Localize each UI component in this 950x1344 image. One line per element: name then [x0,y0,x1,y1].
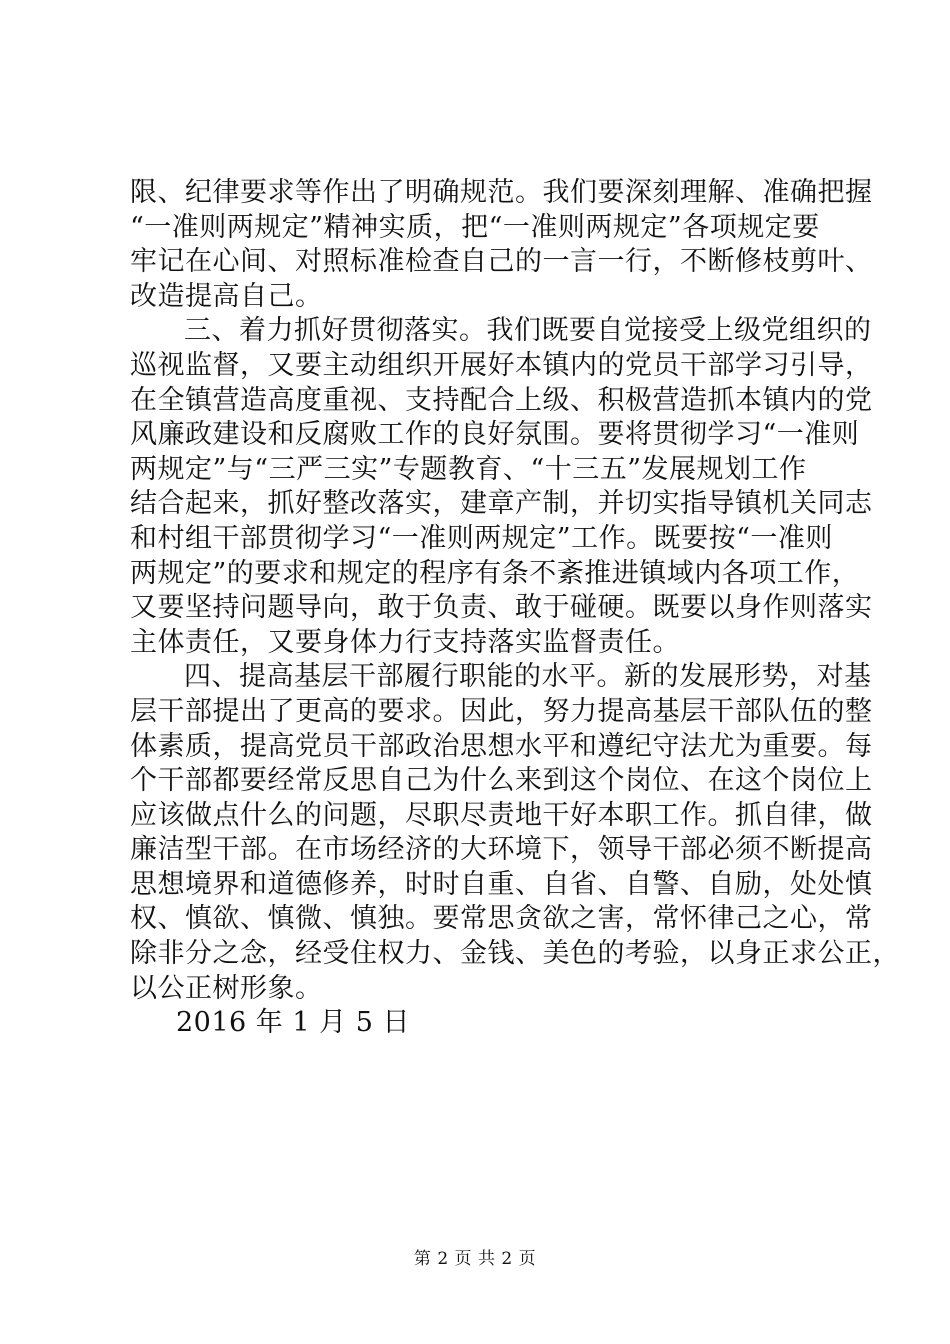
text-line: 体素质，提高党员干部政治思想水平和遵纪守法尤为重要。每 [130,730,873,762]
document-date: 2016 年 1 月 5 日 [176,1007,410,1039]
page-footer: 第 2 页 共 2 页 [413,1249,537,1269]
text-line: 以公正树形象。 [130,972,323,1004]
text-line: 在全镇营造高度重视、支持配合上级、积极营造抓本镇内的党 [130,384,873,416]
text-line: 应该做点什么的问题，尽职尽责地干好本职工作。抓自律，做 [130,799,873,831]
document-body [130,176,900,1041]
text-line: 除非分之念，经受住权力、金钱、美色的考验，以身正求公正， [130,938,900,970]
text-line: 和村组干部贯彻学习“一准则两规定”工作。既要按“一准则 [130,522,833,554]
text-line: “一准则两规定”精神实质，把“一准则两规定”各项规定要 [130,211,820,243]
text-line: 又要坚持问题导向，敢于负责、敢于碰硬。既要以身作则落实 [130,592,873,624]
text-line: 层干部提出了更高的要求。因此，努力提高基层干部队伍的整 [130,695,873,727]
paragraph-four-start: 四、提高基层干部履行职能的水平。新的发展形势，对基 [184,661,872,693]
text-line: 主体责任，又要身体力行支持落实监督责任。 [130,626,680,658]
text-line: 两规定”的要求和规定的程序有条不紊推进镇域内各项工作， [130,557,860,589]
text-line: 两规定”与“三严三实”专题教育、“十三五”发展规划工作 [130,453,807,485]
text-line: 牢记在心间、对照标准检查自己的一言一行，不断修枝剪叶、 [130,246,873,278]
text-line: 限、纪律要求等作出了明确规范。我们要深刻理解、准确把握 [130,177,873,208]
text-line: 改造提高自己。 [130,280,323,312]
text-line: 权、慎欲、慎微、慎独。要常思贪欲之害，常怀律己之心，常 [130,903,873,935]
paragraph-three-start: 三、着力抓好贯彻落实。我们既要自觉接受上级党组织的 [184,315,872,347]
text-line: 结合起来，抓好整改落实，建章产制，并切实指导镇机关同志 [130,488,873,520]
text-line: 巡视监督，又要主动组织开展好本镇内的党员干部学习引导， [130,349,873,381]
text-line: 风廉政建设和反腐败工作的良好氛围。要将贯彻学习“一准则 [130,419,860,451]
text-line: 个干部都要经常反思自己为什么来到这个岗位、在这个岗位上 [130,765,873,797]
text-line: 廉洁型干部。在市场经济的大环境下，领导干部必须不断提高 [130,834,873,866]
text-line: 思想境界和道德修养，时时自重、自省、自警、自励，处处慎 [130,868,873,900]
